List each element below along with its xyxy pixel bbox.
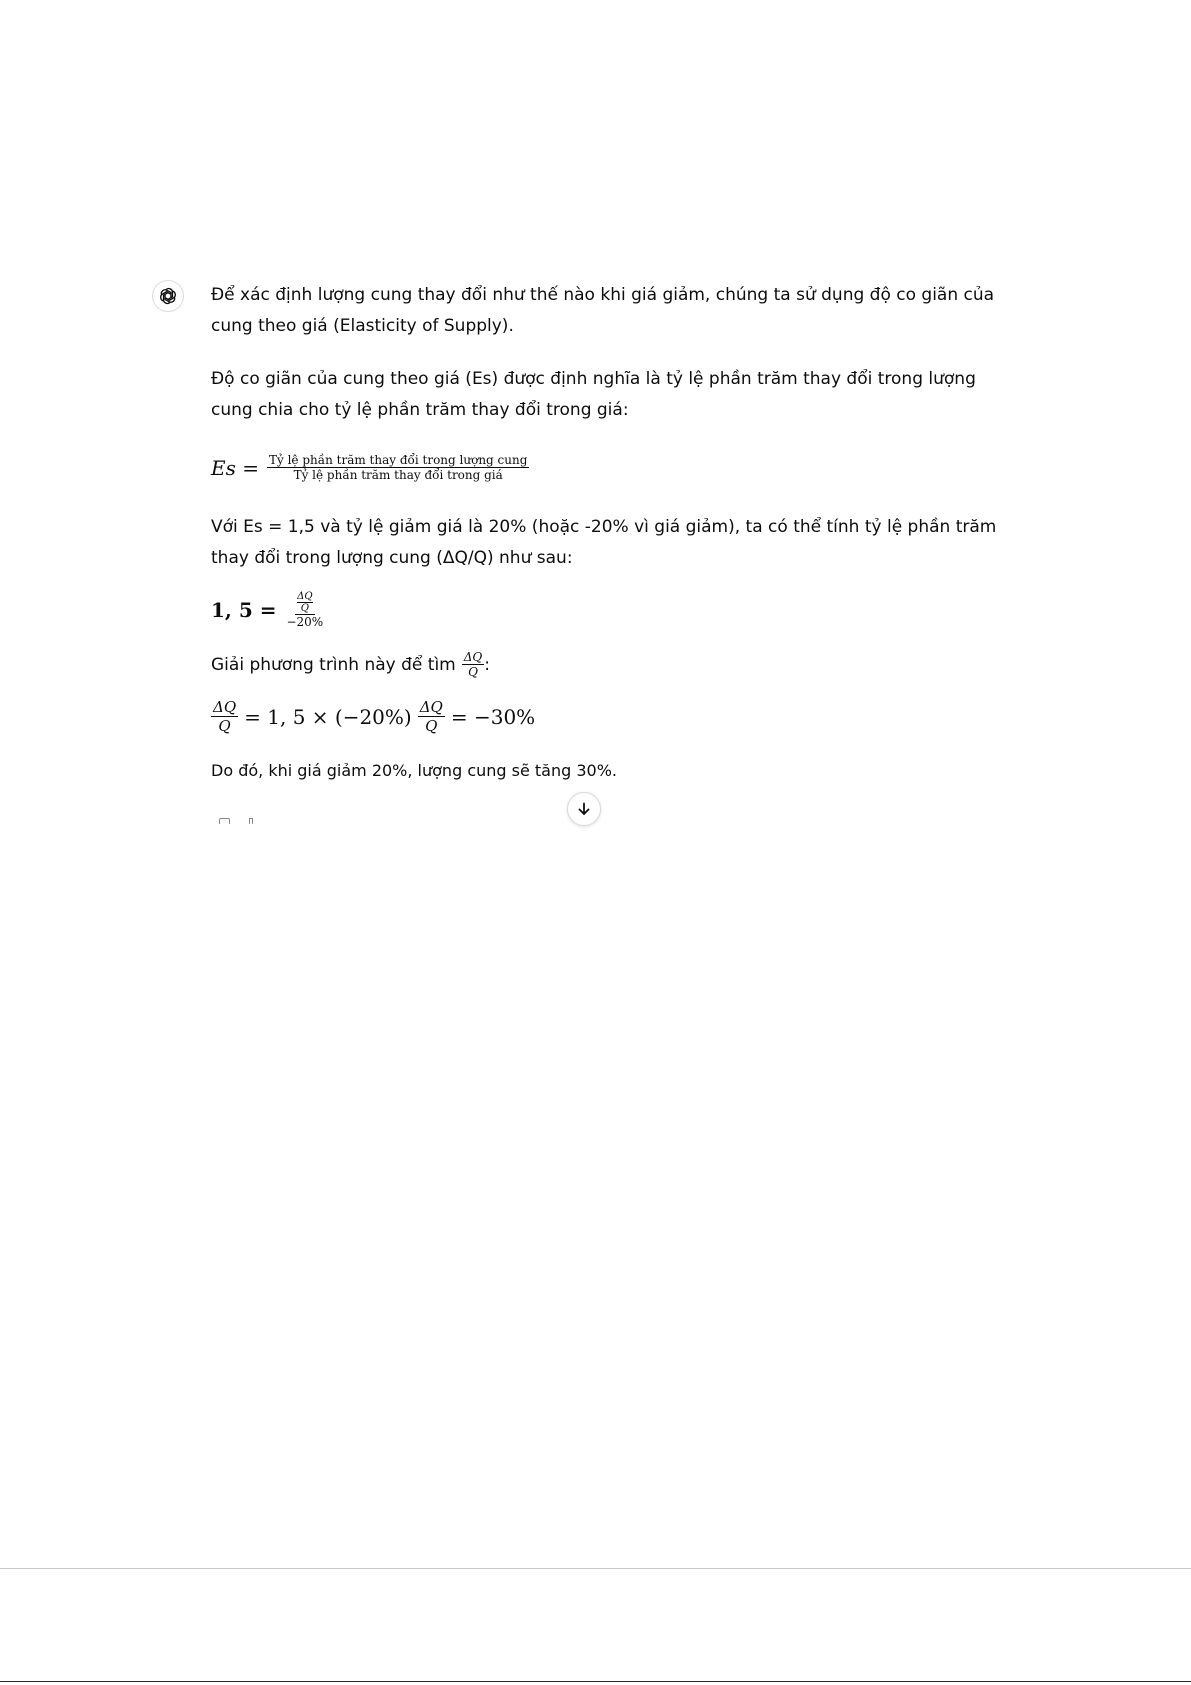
inner-numerator: ΔQ [297,590,313,602]
fraction-numerator: ΔQ [463,650,483,665]
solve-text: Giải phương trình này để tìm [211,655,456,675]
formula-compound-fraction [284,591,325,629]
formula-equation [211,588,1011,632]
solve-suffix: : [484,655,490,675]
fraction-denominator: Q [468,665,478,680]
paragraph-definition: Độ co giãn của cung theo giá (Es) được định nghĩa là tỷ lệ phần trăm thay đổi trong lượng cung chia cho tỷ lệ phần trăm thay đổi trong giá: [211,369,976,420]
result-middle: = 1, 5 × (−20%) [244,704,412,729]
copy-icon[interactable] [219,818,230,824]
scroll-to-bottom-button[interactable] [567,792,601,826]
paragraph-intro: Để xác định lượng cung thay đổi như thế nào khi giá giảm, chúng ta sử dụng độ co giãn của cung theo giá (Elasticity of Supply). [211,285,995,336]
page-divider [0,1568,1191,1569]
fraction-denominator: Tỷ lệ phần trăm thay đổi trong giá [293,467,503,482]
formula-lhs: Es = [211,455,259,480]
paragraph-solve [211,650,1011,681]
result-fraction-1 [211,699,238,735]
result-value: = −30% [450,704,536,729]
openai-logo-icon [158,286,178,306]
bottom-edge [0,1680,1191,1685]
fraction-numerator [295,591,314,615]
formula-elasticity [211,448,1011,488]
formula-fraction [267,454,529,483]
arrow-down-icon [576,801,592,817]
message-content [211,280,1011,786]
bottom-edge-line [0,1681,1191,1682]
fraction-denominator: Q [218,716,231,735]
thumbs-icon[interactable] [249,818,253,824]
fraction-numerator: ΔQ [213,698,237,717]
fraction-numerator: Tỷ lệ phần trăm thay đổi trong lượng cung [268,452,528,467]
fraction-numerator: ΔQ [419,698,443,717]
paragraph-conclusion: Do đó, khi giá giảm 20%, lượng cung sẽ tăng 30%. [211,761,618,780]
formula-result [211,697,1011,737]
paragraph-calculation: Với Es = 1,5 và tỷ lệ giảm giá là 20% (hoặc -20% vì giá giảm), ta có thể tính tỷ lệ phần trăm thay đổi trong lượng cung (ΔQ/Q) như sau: [211,517,997,568]
result-fraction-2 [418,699,445,735]
inner-denominator: Q [300,602,309,614]
fraction-denominator: −20% [286,614,324,629]
message-actions-cut [219,818,259,824]
inline-fraction [462,651,485,680]
fraction-denominator: Q [425,716,438,735]
formula-lhs: 1, 5 = [211,597,277,622]
assistant-avatar [152,280,184,312]
